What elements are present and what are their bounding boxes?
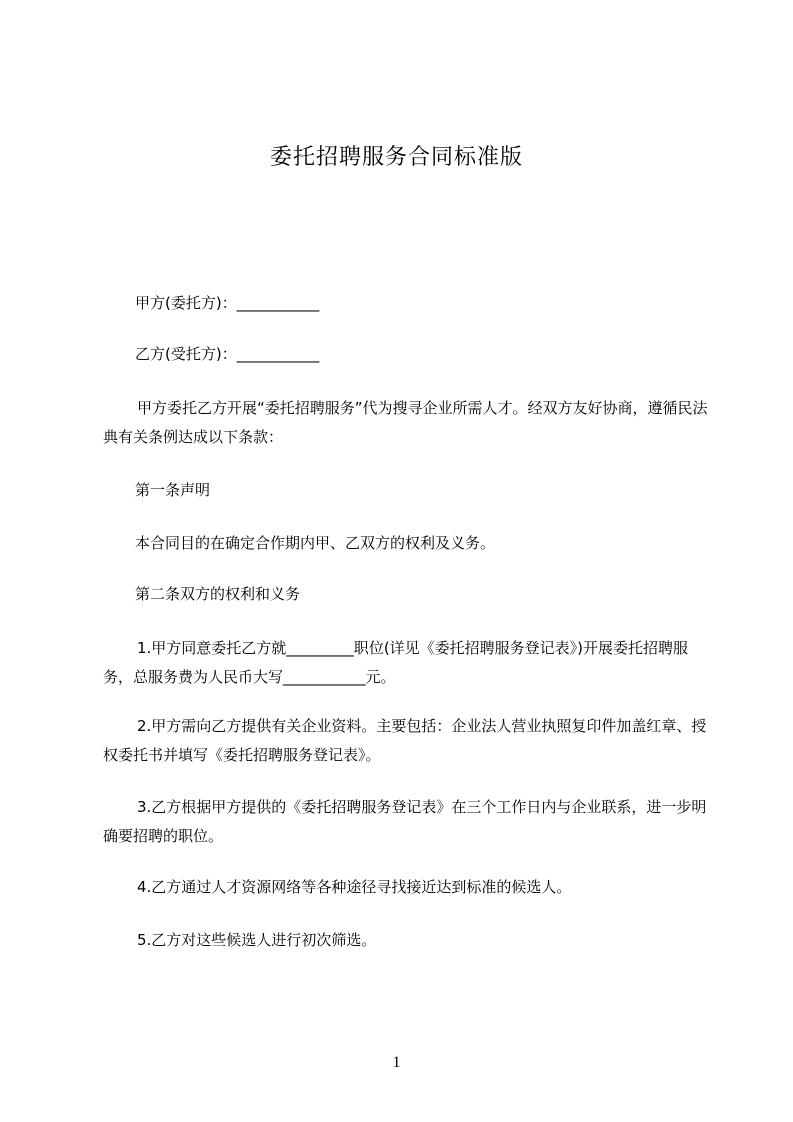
clause-4: 4.乙方通过人才资源网络等各种途径寻找接近达到标准的候选人。 [137, 878, 572, 896]
clause-3: 3.乙方根据甲方提供的《委托招聘服务登记表》在三个工作日内与企业联系，进一步明确要招聘的职位。 [103, 798, 707, 845]
clause-2: 2.甲方需向乙方提供有关企业资料。主要包括：企业法人营业执照复印件加盖红章、授权委托书并填写《委托招聘服务登记表》。 [103, 717, 707, 764]
party-b-line: 乙方(受托方)：___________ [135, 345, 320, 363]
article-one-body: 本合同目的在确定合作期内甲、乙双方的权利及义务。 [135, 534, 496, 552]
party-a-line: 甲方(委托方)：___________ [135, 294, 320, 312]
clause-1: 1.甲方同意委托乙方就_________职位(详见《委托招聘服务登记表》)开展委托招聘服务，总服务费为人民币大写___________元。 [103, 639, 689, 686]
clause-5: 5.乙方对这些候选人进行初次筛选。 [137, 931, 377, 949]
document-title: 委托招聘服务合同标准版 [269, 145, 523, 170]
article-two-heading: 第二条双方的权利和义务 [135, 585, 301, 603]
preamble-paragraph: 甲方委托乙方开展“委托招聘服务”代为搜寻企业所需人才。经双方友好协商，遵循民法典有关条例达成以下条款： [103, 399, 708, 446]
page-number: 1 [392, 1054, 401, 1071]
article-one-heading: 第一条声明 [135, 481, 211, 499]
